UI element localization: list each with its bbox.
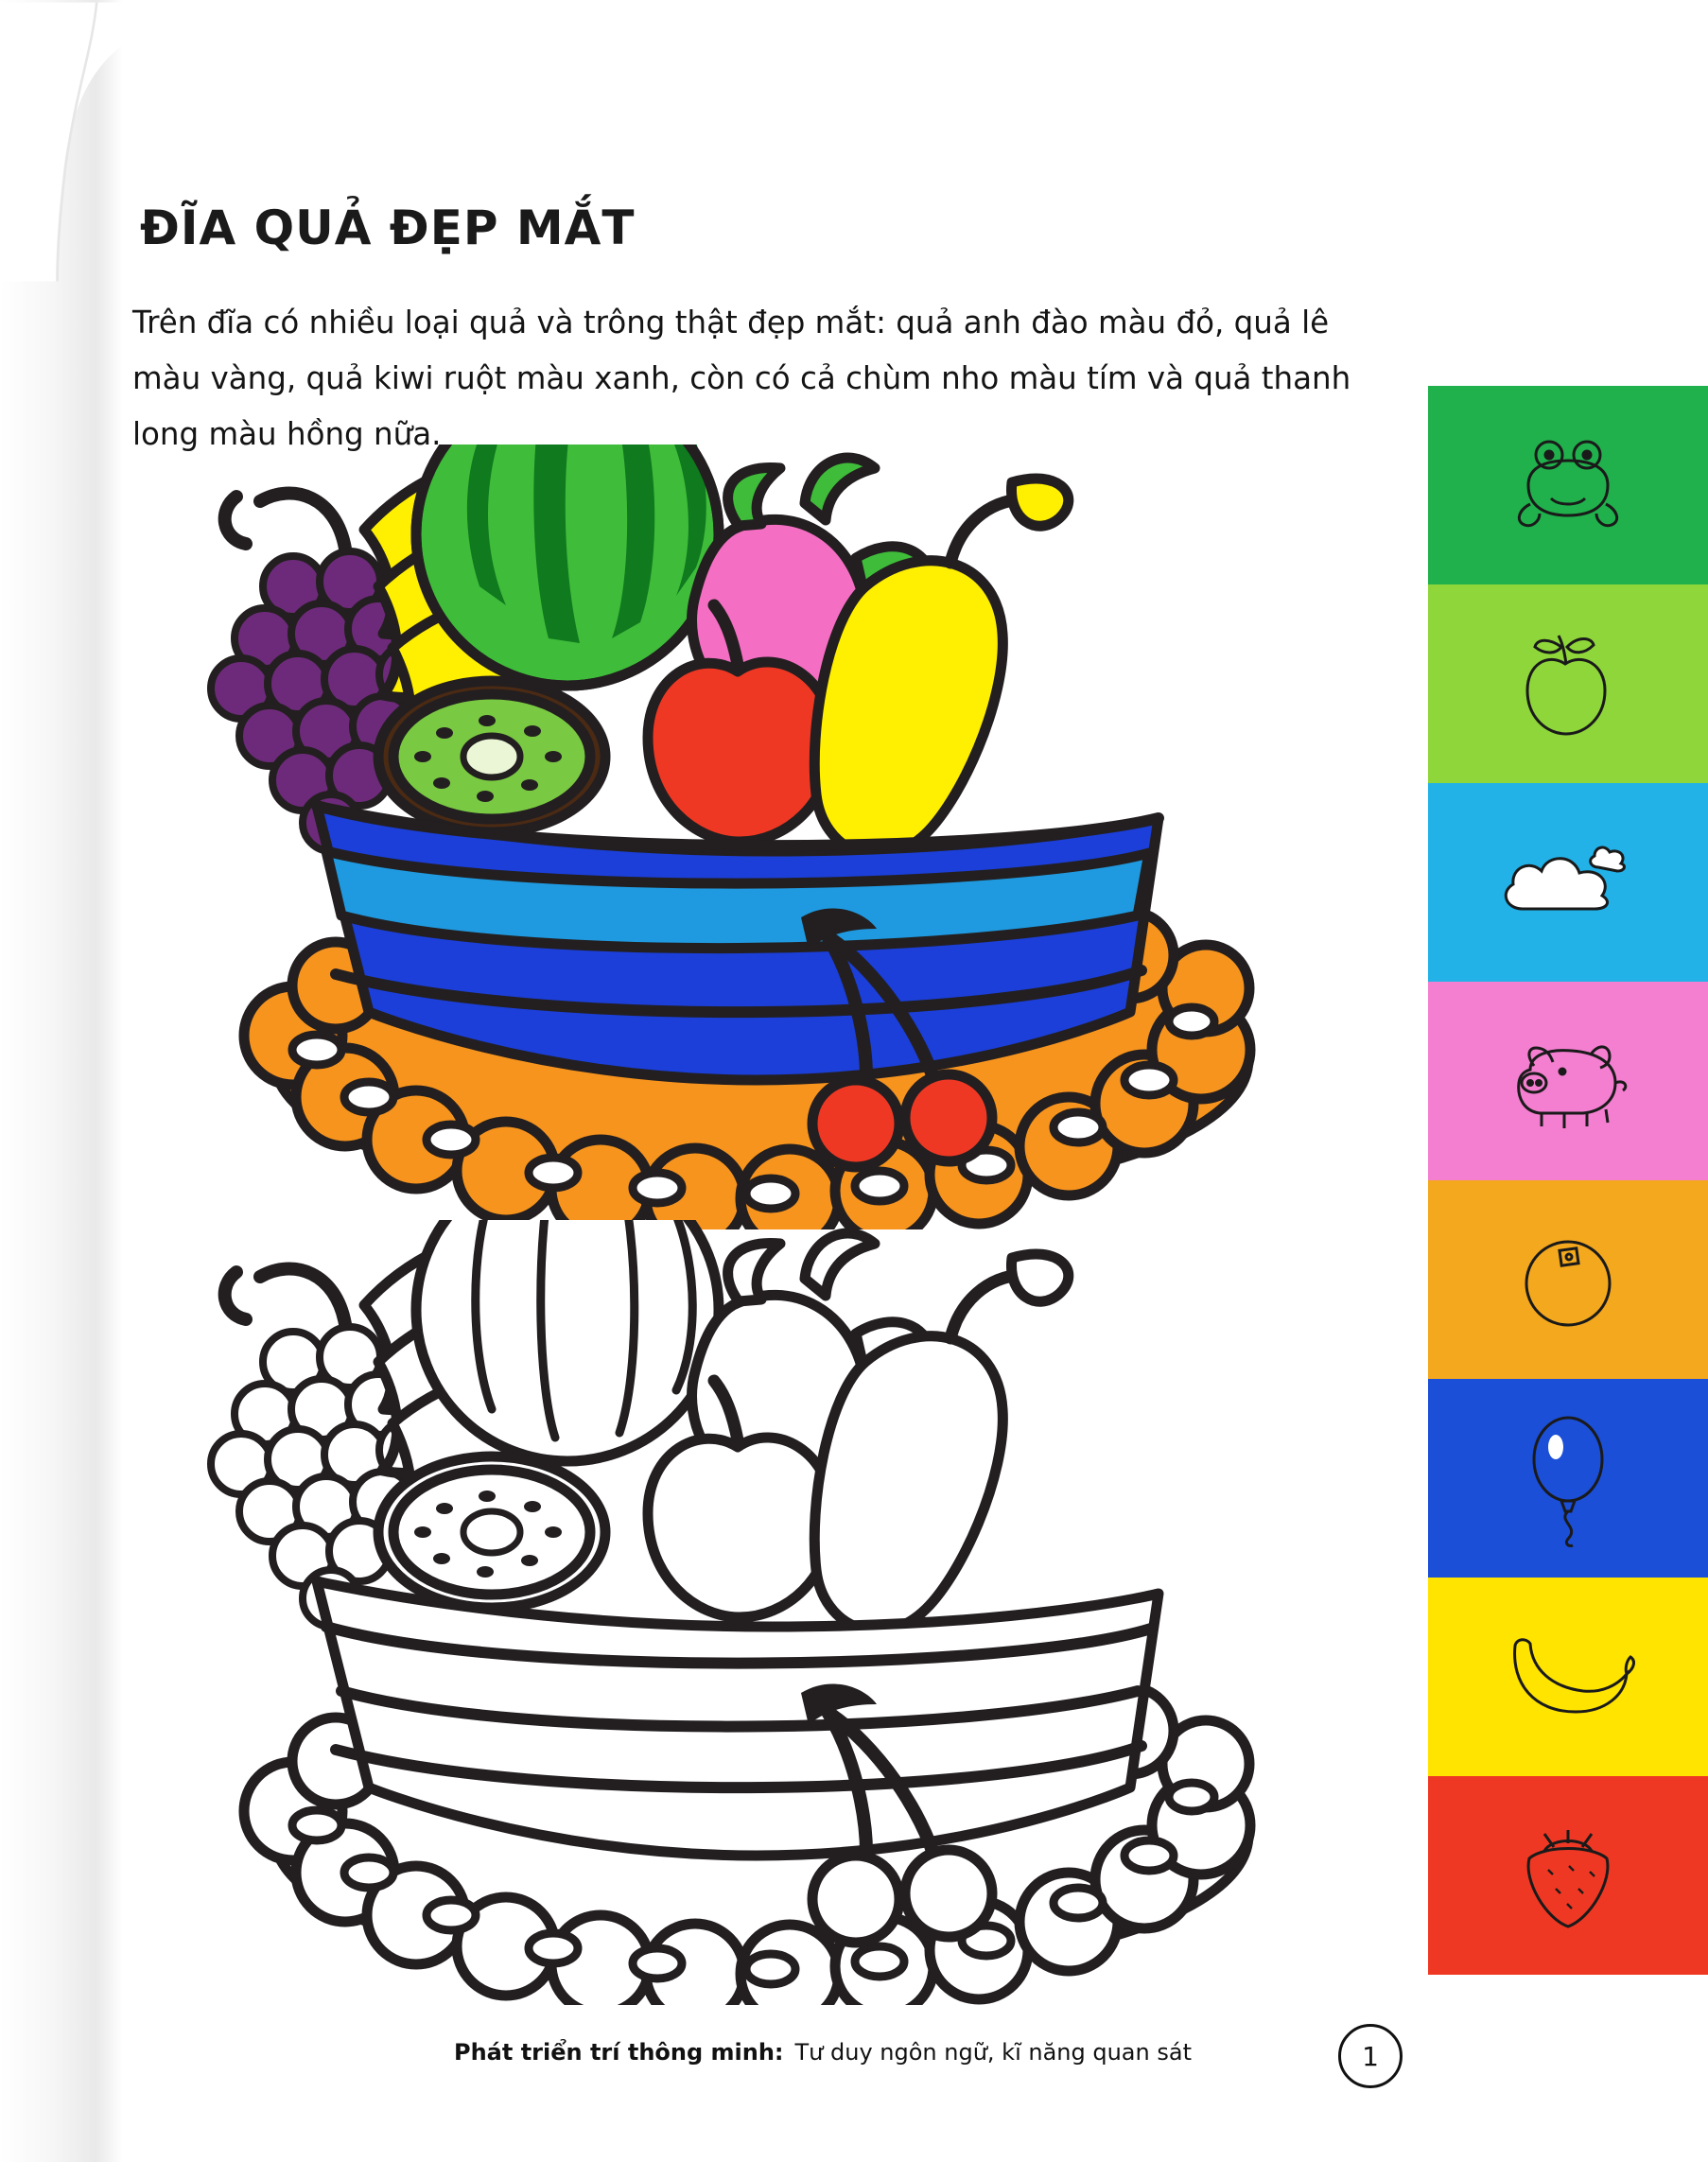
apple-icon [1507,622,1630,745]
balloon-icon [1516,1407,1620,1549]
page-intro-text: Trên đĩa có nhiều loại quả và trông thật đẹp mắt: quả anh đào màu đỏ, quả lê màu vàng, quả kiwi ruột màu xanh, còn có cả chùm nho màu tím và quả thanh long màu hồng nữa. [132,305,1351,452]
orange-icon [1511,1223,1625,1336]
tab-orange[interactable] [1428,1180,1708,1379]
tab-pig[interactable] [1428,982,1708,1180]
pear-outline [814,1254,1069,1630]
bowl-blue [317,806,1159,1080]
tab-cloud[interactable] [1428,783,1708,982]
tab-apple[interactable] [1428,584,1708,783]
page-number: 1 [1338,2024,1403,2088]
pear-yellow [814,479,1069,855]
watermelon-outline [416,1220,719,1461]
page-title: ĐĨA QUẢ ĐẸP MẮT [140,201,636,255]
cloud-icon [1492,835,1644,930]
tab-banana[interactable] [1428,1578,1708,1776]
tab-strawberry[interactable] [1428,1776,1708,1975]
strawberry-icon [1507,1809,1630,1942]
tab-frog[interactable] [1428,386,1708,584]
kiwi-outline [378,1456,605,1608]
footer-text: Tư duy ngôn ngữ, kĩ năng quan sát [794,2039,1192,2066]
tab-balloon[interactable] [1428,1379,1708,1578]
page-gutter-shadow [0,0,123,2162]
color-tab-strip [1428,386,1708,1975]
watermelon [416,445,719,686]
bowl-outline [317,1581,1159,1856]
footer-label: Phát triển trí thông minh: [454,2039,784,2066]
kiwi [378,681,605,832]
pig-icon [1492,1024,1644,1138]
colored-fruit-bowl-illustration [203,445,1319,1229]
outline-fruit-bowl-illustration [203,1220,1319,2005]
banana-icon [1492,1625,1644,1729]
frog-icon [1502,428,1634,542]
footer-note [454,2039,1419,2066]
